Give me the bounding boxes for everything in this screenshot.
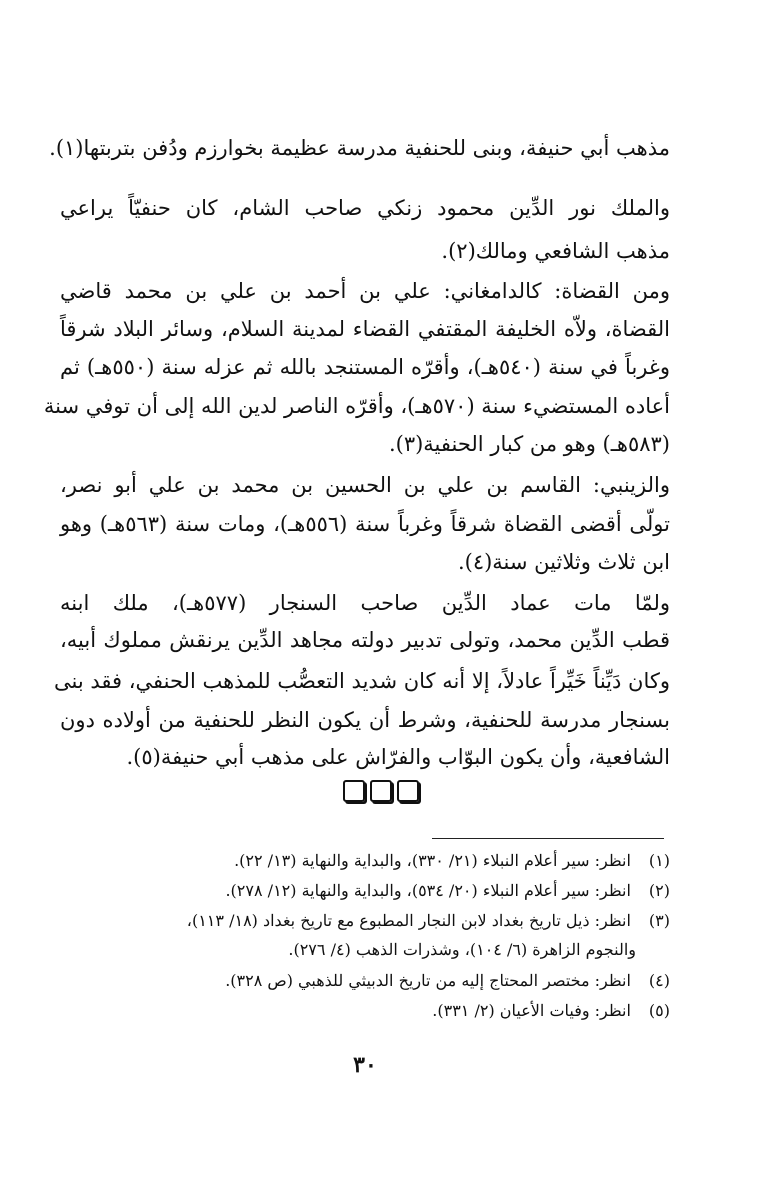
body-line: القضاة، ولاّه الخليفة المقتفي القضاء لمدينة السلام، وسائر البلاد شرقاً [60,317,670,341]
footnote-text: انظر: ذيل تاريخ بغداد لابن النجار المطبوع مع تاريخ بغداد (١٨/ ١١٣)، [186,911,631,930]
footnote [60,996,670,1026]
body-line: بسنجار مدرسة للحنفية، وشرط أن يكون النظر للحنفية من أولاده دون [60,708,670,732]
footnote [60,846,670,876]
footnote-text: انظر: سير أعلام النبلاء (٢١/ ٣٣٠)، والبداية والنهاية (١٣/ ٢٢). [234,851,631,870]
body-line: ابن ثلاث وثلاثين سنة(٤). [457,550,670,574]
body-line: ومن القضاة: كالدامغاني: علي بن أحمد بن علي بن محمد قاضي [60,279,670,303]
footnote [60,906,670,936]
body-line: والملك نور الدِّين محمود زنكي صاحب الشام، كان حنفيّاً يراعي [60,196,670,220]
separator-box-icon [370,780,392,802]
page-number: ٣٠ [353,1052,377,1078]
body-line: وكان دَيِّناً خَيِّراً عادلاً، إلا أنه كان شديد التعصُّب للمذهب الحنفي، فقد بنى [54,669,670,693]
footnote [60,876,670,906]
body-line: وغرباً في سنة (٥٤٠هـ)، وأقرّه المستنجد بالله ثم عزله سنة (٥٥٠هـ) ثم [60,355,670,379]
footnote-number: (٥) [648,1001,670,1020]
footnote [60,966,670,996]
footnote-text: انظر: سير أعلام النبلاء (٢٠/ ٥٣٤)، والبداية والنهاية (١٢/ ٢٧٨). [225,881,631,900]
body-line: قطب الدِّين محمد، وتولى تدبير دولته مجاهد الدِّين يرنقش مملوك أبيه، [60,628,670,652]
body-line: تولّى أقضى القضاة شرقاً وغرباً سنة (٥٥٦هـ)، ومات سنة (٥٦٣هـ) وهو [60,512,670,536]
separator-box-icon [397,780,419,802]
body-line: (٥٨٣هـ) وهو من كبار الحنفية(٣). [388,432,670,456]
footnote-text: انظر: مختصر المحتاج إليه من تاريخ الدبيثي للذهبي (ص ٣٢٨). [225,971,631,990]
body-line: أعاده المستضيء سنة (٥٧٠هـ)، وأقرّه الناصر لدين الله إلى أن توفي سنة [43,394,670,418]
body-line: مذهب أبي حنيفة، وبنى للحنفية مدرسة عظيمة بخوارزم ودُفن بتربتها(١). [49,136,670,160]
footnote-text: والنجوم الزاهرة (٦/ ١٠٤)، وشذرات الذهب (٤/ ٢٧٦). [288,940,636,959]
footnote-number: (٤) [648,971,670,990]
footnote-number: (٣) [648,911,670,930]
footnote-number: (٢) [648,881,670,900]
separator-box-icon [343,780,365,802]
body-line: ولمّا مات عماد الدِّين صاحب السنجار (٥٧٧هـ)، ملك ابنه [60,591,670,615]
body-line: الشافعية، وأن يكون البوّاب والفرّاش على مذهب أبي حنيفة(٥). [126,745,670,769]
section-separator [336,776,426,806]
footnote-rule [432,838,664,839]
body-line: والزينبي: القاسم بن علي بن الحسين بن محمد بن علي أبو نصر، [60,473,670,497]
body-line: مذهب الشافعي ومالك(٢). [441,239,670,263]
footnote-continuation [60,935,636,965]
footnote-text: انظر: وفيات الأعيان (٢/ ٣٣١). [432,1001,631,1020]
footnote-number: (١) [648,851,670,870]
